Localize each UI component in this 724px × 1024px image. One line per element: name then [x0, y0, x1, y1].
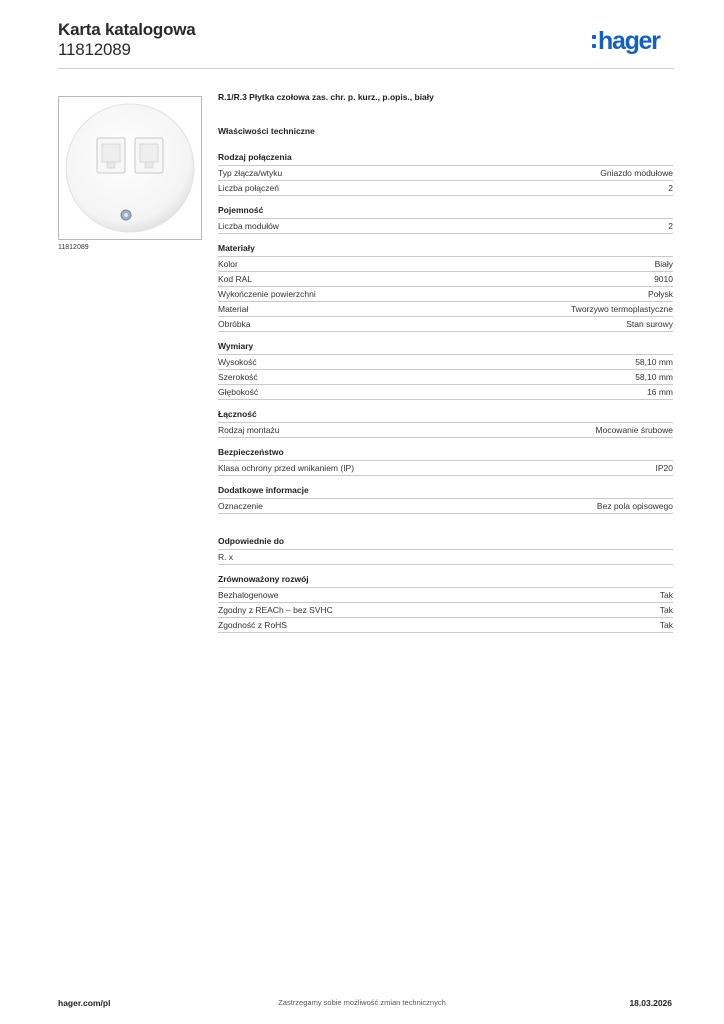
spec-row [218, 302, 673, 317]
spec-value: Gniazdo modułowe [600, 168, 673, 178]
spec-row [218, 461, 673, 476]
spec-row [218, 257, 673, 272]
spec-group-connectivity [218, 409, 673, 438]
spec-group-additional [218, 485, 673, 514]
spec-value: 58,10 mm [635, 357, 673, 367]
product-image [63, 101, 197, 235]
spec-group-dimensions [218, 341, 673, 400]
spec-value: Połysk [647, 289, 673, 299]
spec-group-sustainability [218, 574, 673, 633]
spec-value: Bez pola opisowego [596, 501, 673, 511]
spec-group-title: Bezpieczeństwo [218, 447, 673, 461]
spec-row [218, 181, 673, 196]
hager-logo [592, 26, 674, 56]
spec-group-materials [218, 243, 673, 332]
socket-right [135, 138, 163, 173]
spec-group-suitable-for [218, 536, 673, 565]
footer-website: hager.com/pl [58, 998, 111, 1008]
spec-label: Zgodny z REACh – bez SVHC [218, 605, 333, 615]
spec-group-title: Odpowiednie do [218, 536, 673, 550]
spec-label: Oznaczenie [218, 501, 263, 511]
spec-value: Tak [659, 605, 673, 615]
footer-date: 18.03.2026 [629, 998, 672, 1008]
spec-label: Obróbka [218, 319, 251, 329]
spec-value: 16 mm [647, 387, 673, 397]
spec-row [218, 166, 673, 181]
spec-group-title: Materiały [218, 243, 673, 257]
product-name: R.1/R.3 Płytka czołowa zas. chr. p. kurz., p.opis., biały [218, 92, 434, 102]
spec-label: Materiał [218, 304, 249, 314]
spec-group-connection [218, 152, 673, 196]
spec-value: Mocowanie śrubowe [595, 425, 673, 435]
logo-text: hager [598, 27, 660, 55]
spec-value: Tak [659, 620, 673, 630]
spec-label: Zgodność z RoHS [218, 620, 287, 630]
spec-row [218, 355, 673, 370]
document-header [58, 20, 196, 60]
spec-value: Tworzywo termoplastyczne [570, 304, 673, 314]
spec-label: Kod RAL [218, 274, 253, 284]
spec-row [218, 603, 673, 618]
spec-label: Głębokość [218, 387, 259, 397]
spec-group-capacity [218, 205, 673, 234]
article-number: 11812089 [58, 40, 131, 59]
spec-label: Liczba połączeń [218, 183, 279, 193]
spec-value: Biały [654, 259, 673, 269]
spec-label: Rodzaj montażu [218, 425, 280, 435]
spec-label: Liczba modułów [218, 221, 279, 231]
spec-row [218, 499, 673, 514]
spec-group-title: Zrównoważony rozwój [218, 574, 673, 588]
spec-row [218, 550, 673, 565]
spec-label: Klasa ochrony przed wnikaniem (IP) [218, 463, 355, 473]
spec-group-title: Pojemność [218, 205, 673, 219]
footer-disclaimer: Zastrzegamy sobie możliwość zmian technicznych [278, 998, 446, 1007]
socket-left [97, 138, 125, 173]
screw-icon [121, 210, 131, 220]
spec-row [218, 588, 673, 603]
spec-row [218, 370, 673, 385]
spec-label: R. x [218, 552, 234, 562]
document-title: Karta katalogowa [58, 20, 196, 39]
spec-group-safety [218, 447, 673, 476]
spec-row [218, 219, 673, 234]
spec-label: Wysokość [218, 357, 257, 367]
spec-row [218, 385, 673, 400]
spec-label: Typ złącza/wtyku [218, 168, 283, 178]
spec-value: Tak [659, 590, 673, 600]
header-divider [58, 68, 674, 69]
spec-row [218, 423, 673, 438]
spec-value: 2 [668, 183, 673, 193]
technical-properties-heading: Właściwości techniczne [218, 126, 315, 136]
spec-value: 58,10 mm [635, 372, 673, 382]
spec-value: 9010 [654, 274, 673, 284]
product-image-frame [58, 96, 202, 240]
spec-group-title: Łączność [218, 409, 673, 423]
image-caption: 11812089 [58, 244, 89, 251]
spec-value: IP20 [655, 463, 673, 473]
spec-group-title: Wymiary [218, 341, 673, 355]
spec-group-title: Rodzaj połączenia [218, 152, 673, 166]
spec-label: Wykończenie powierzchni [218, 289, 316, 299]
spec-row [218, 618, 673, 633]
logo-colon-mark [592, 35, 597, 49]
spec-row [218, 272, 673, 287]
spec-row [218, 287, 673, 302]
spec-value: 2 [668, 221, 673, 231]
spec-row [218, 317, 673, 332]
spec-label: Bezhalogenowe [218, 590, 279, 600]
spec-value: Stan surowy [626, 319, 673, 329]
spec-group-title: Dodatkowe informacje [218, 485, 673, 499]
product-details [218, 92, 673, 642]
spec-label: Kolor [218, 259, 238, 269]
spec-label: Szerokość [218, 372, 258, 382]
